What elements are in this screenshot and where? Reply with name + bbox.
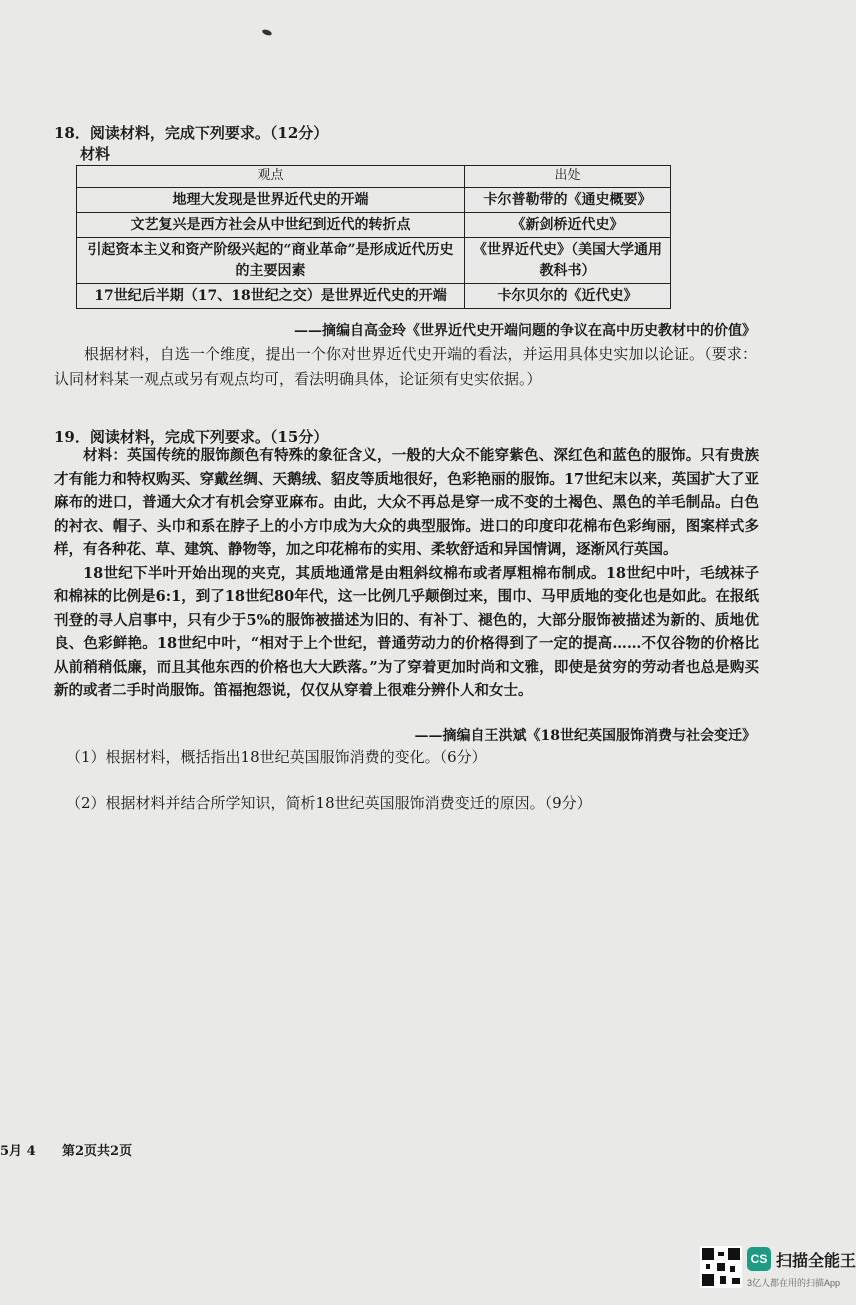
question-18-prompt: 根据材料，自选一个维度，提出一个你对世界近代史开端的看法，并运用具体史实加以论证。（要求：认同材料某一观点或另有观点均可，看法明确具体，论证须有史实依据。） [54, 345, 757, 388]
footer-left-text: 5月 4 [0, 1144, 36, 1159]
table-cell-viewpoint: 文艺复兴是西方社会从中世纪到近代的转折点 [77, 213, 465, 238]
scanner-brand-subtitle: 3亿人都在用的扫描App [747, 1278, 841, 1288]
scanner-brand-name: 扫描全能王 [776, 1253, 856, 1270]
question-19-source: ——摘编自王洪斌《18世纪英国服饰消费与社会变迁》 [414, 728, 756, 744]
camscanner-logo-icon: CS [747, 1247, 771, 1271]
table-header-row [77, 166, 671, 188]
table-cell-viewpoint: 地理大发现是世界近代史的开端 [77, 187, 465, 212]
table-cell-viewpoint: 17世纪后半期（17、18世纪之交）是世界近代史的开端 [77, 284, 465, 309]
scan-speck [261, 28, 272, 36]
question-19-title: 19．阅读材料，完成下列要求。（15分） [54, 428, 329, 446]
table-cell-viewpoint: 引起资本主义和资产阶级兴起的“商业革命”是形成近代历史的主要因素 [77, 238, 465, 284]
material-paragraph-1: 材料：英国传统的服饰颜色有特殊的象征含义，一般的大众不能穿紫色、深红色和蓝色的服饰。只有贵族才有能力和特权购买、穿戴丝绸、天鹅绒、貂皮等质地很好，色彩艳丽的服饰。17世纪末以来，英国扩大了亚麻布的进口，普通大众才有机会穿亚麻布。由此，大众不再总是穿一成不变的土褐色、黑色的羊毛制品。白色的衬衣、帽子、头巾和系在脖子上的小方巾成为大众的典型服饰。进口的印度印花棉布色彩绚丽，图案样式多样，有各种花、草、建筑、静物等，加之印花棉布的实用、柔软舒适和异国情调，逐渐风行英国。 [54, 447, 759, 558]
question-18-title: 18．阅读材料，完成下列要求。（12分） [54, 124, 329, 142]
question-19-material [54, 444, 759, 703]
page-number: 第2页共2页 [62, 1144, 133, 1159]
table-cell-source: 卡尔贝尔的《近代史》 [465, 284, 671, 309]
material-label: 材料 [80, 145, 111, 163]
table-row [77, 238, 671, 284]
question-19-sub-2: （2）根据材料并结合所学知识，简析18世纪英国服饰消费变迁的原因。（9分） [66, 794, 592, 812]
question-19-sub-1: （1）根据材料，概括指出18世纪英国服饰消费的变化。（6分） [66, 748, 487, 766]
question-18-source: ——摘编自高金玲《世界近代史开端问题的争议在高中历史教材中的价值》 [294, 323, 756, 339]
material-paragraph-2: 18世纪下半叶开始出现的夹克，其质地通常是由粗斜纹棉布或者厚粗棉布制成。18世纪中叶，毛绒袜子和棉袜的比例是6:1，到了18世纪80年代，这一比例几乎颠倒过来，围巾、马甲质地的变化也是如此。在报纸刊登的寻人启事中，只有少于5%的服饰被描述为旧的、有补丁、褪色的，大部分服饰被描述为新的、质地优良、色彩鲜艳。18世纪中叶，“相对于上个世纪，普通劳动力的价格得到了一定的提高……不仅谷物的价格比从前稍稍低廉，而且其他东西的价格也大大跌落。”为了穿着更加时尚和文雅，即使是贫穷的劳动者也总是购买新的或者二手时尚服饰。笛福抱怨说，仅仅从穿着上很难分辨仆人和女士。 [54, 564, 759, 699]
qr-code-icon [700, 1246, 742, 1288]
table-row [77, 213, 671, 238]
table-header-viewpoint: 观点 [77, 166, 465, 188]
viewpoint-table [76, 165, 671, 309]
table-row [77, 284, 671, 309]
table-cell-source: 《新剑桥近代史》 [465, 213, 671, 238]
table-row [77, 187, 671, 212]
table-cell-source: 《世界近代史》（美国大学通用教科书） [465, 238, 671, 284]
table-cell-source: 卡尔普勒带的《通史概要》 [465, 187, 671, 212]
table-header-source: 出处 [465, 166, 671, 188]
